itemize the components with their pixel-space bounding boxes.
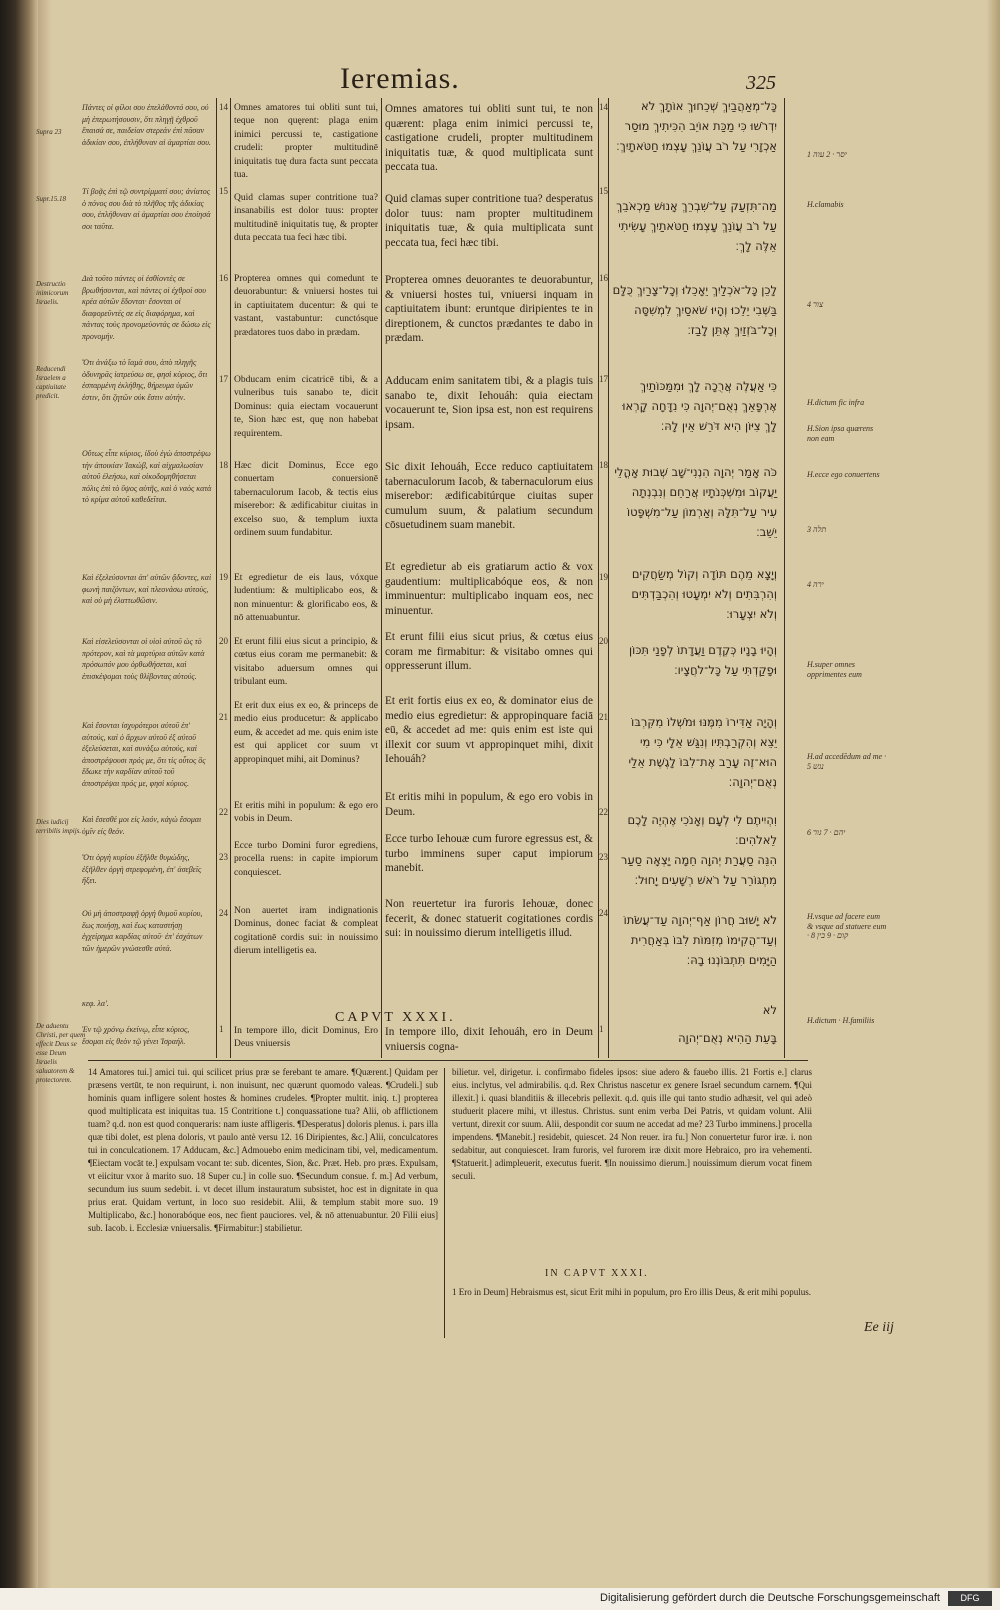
translation-verse: Et erunt filii eius sicut prius, & cœtus eius coram me firmabitur: & visitabo omnes qui oppresserunt illum. bbox=[385, 631, 593, 672]
verse-number: 19 bbox=[219, 572, 228, 582]
right-margin-note: H.ecce ego conuertens bbox=[807, 470, 880, 479]
left-margin-note: De aduentu Christi, per quem effecit Deus se esse Deum Israelis saluatorem & protectorem. bbox=[36, 1022, 86, 1084]
right-margin-note: 1 יסר · 2 עוה bbox=[807, 150, 847, 159]
translation-verse: Adducam enim sanitatem tibi, & a plagis tuis sanabo te, dixit Iehouáh: quia eiectam vocauerunt te, Sion ipsa est, non est requirens ipsam. bbox=[385, 375, 593, 431]
right-margin-note: H.dictum fic infra bbox=[807, 398, 865, 407]
greek-verse: Ὅτι ἀνάξω τὸ ἴαμά σου, ἀπὸ πληγῆς ὀδυνηρᾶς ἰατρεύσω σε, φησὶ κύριος, ὅτι ἐσπαρμένη ἐκλήθης, θήρευμα ὑμῶν ἐστιν, ὅτι ζητῶν οὐκ ἔστιν αὐτήν. bbox=[82, 358, 208, 402]
page-edge bbox=[986, 0, 1000, 1610]
column-rule bbox=[381, 98, 382, 1058]
verse-number: 23 bbox=[599, 852, 608, 862]
right-margin-note: 4 ירה bbox=[807, 580, 824, 589]
vulgate-verse: Hæc dicit Dominus, Ecce ego conuertam conuersionē tabernaculorum Iacob, & tectis eius miserebor: & ædificabitur ciuitas in excelso suo, & templum iuxta ordinem suum fundabitur. bbox=[234, 461, 378, 539]
notes-divider bbox=[444, 1068, 445, 1338]
section-rule bbox=[88, 1060, 808, 1061]
vulgate-verse: Et erunt filii eius sicut a principio, & cœtus eius coram me permanebit: & visitabo aduersum omnes qui tribulant eum. bbox=[234, 637, 378, 688]
greek-verse: Τί βοᾷς ἐπὶ τῷ συντρίμματί σου; ἀνίατος ὁ πόνος σου διὰ τὸ πλῆθος τῆς ἀδικίας σου, ἐπλήθυναν αἱ ἁμαρτίαι σου ἐποίησά σοι ταῦτα. bbox=[82, 187, 211, 231]
translation-verse: Ecce turbo Iehouæ cum furore egressus est, & turbo imminens super caput impiorum manebit. bbox=[385, 833, 593, 874]
left-margin-note: Dies iudicij terribilis impijs. bbox=[36, 818, 82, 835]
verse-number: 24 bbox=[219, 908, 228, 918]
verse-number: 14 bbox=[219, 102, 228, 112]
verse-number: 19 bbox=[599, 572, 608, 582]
vulgate-verse: Et erit dux eius ex eo, & princeps de medio eius producetur: & applicabo eum, & accedet ad me. quis enim iste est qui applicet cor suum vt appropinquet mihi, ait Dominus? bbox=[234, 701, 378, 765]
right-margin-note: H.clamabis bbox=[807, 200, 844, 209]
translation-verse: Propterea omnes deuorantes te deuorabuntur, & vniuersi hostes tui, vniuersi inquam in captiuitatem ibunt: eruntque diripientes te in direptionem, & cunctos prædantes te dabo in prædam. bbox=[385, 274, 593, 344]
hebrew-verse: כִּי אַעֲלֶה אֲרֻכָה לָךְ וּמִמַּכּוֹתַיִךְ אֶרְפָּאֵךְ נְאֻם־יְהוָה כִּי נִדָּחָה קָרְאוּ לָךְ צִיּוֹן הִיא דֹּרֵשׁ אֵין לָהּ׃ bbox=[622, 379, 777, 433]
verse-number: 22 bbox=[599, 807, 608, 817]
hebrew-verse: כֹּה אָמַר יְהוָה הִנְנִי־שָׁב שְׁבוּת אָהֳלֵי יַעֲקוֹב וּמִשְׁכְּנֹתָיו אֲרַחֵם וְנִבְנְתָה עִיר עַל־תִּלָּהּ וְאַרְמוֹן עַל־מִשְׁפָּטוֹ יֵשֵׁב׃ bbox=[614, 465, 777, 539]
right-margin-note: H.vsque ad facere eum & vsque ad statuere eum · 8 קום · 9 בין bbox=[807, 912, 887, 940]
greek-verse: Καὶ εἰσελεύσονται οἱ υἱοὶ αὐτοῦ ὡς τὸ πρότερον, καὶ τὰ μαρτύρια αὐτῶν κατὰ πρόσωπόν μου ὀρθωθήσεται, καὶ ἐπισκέψομαι τοὺς θλίβοντας αὐτούς. bbox=[82, 637, 205, 681]
translation-verse: Et egredietur ab eis gratiarum actio & vox gaudentium: multiplicabóque eos, & non imminuentur: multiplicabo inquam eos, nec minuentur. bbox=[385, 561, 593, 617]
greek-verse: κεφ. λα'. bbox=[82, 999, 109, 1008]
vulgate-verse: Quid clamas super contritione tua? insanabilis est dolor tuus: propter multitudinē iniquitatis tuę, & propter duta peccata tua feci hæc tibi. bbox=[234, 193, 378, 244]
verse-number: 20 bbox=[599, 636, 608, 646]
greek-verse: Καὶ ἔσονται ἰσχυρότεροι αὐτοῦ ἐπ' αὐτούς, καὶ ὁ ἄρχων αὐτοῦ ἐξ αὐτοῦ ἐξελεύσεται, καὶ συνάξω αὐτούς, καὶ ἀποστρέψουσι πρός με, ὅτι τίς οὗτος ὃς ἔδωκε τὴν καρδίαν αὐτοῦ τοῦ ἀποστρέψαι πρός με, φησὶ κύριος. bbox=[82, 721, 206, 788]
translation-verse: Sic dixit Iehouáh, Ecce reduco captiuitatem tabernaculorum Iacob, & tabernaculorum eius miserebor: ædificabitúrque ciuitas super cumulum suum, & palatium secundum cōsuetudinem suam manebit. bbox=[385, 461, 593, 531]
column-rule bbox=[608, 98, 609, 1058]
notes-chapter-heading: IN CAPVT XXXI. bbox=[545, 1268, 649, 1279]
page-gutter bbox=[38, 0, 52, 1610]
chapter-verse-1-vulgate: In tempore illo, dicit Dominus, Ero Deus vniuersis bbox=[234, 1026, 378, 1050]
hebrew-verse: בָּעֵת הַהִיא נְאֻם־יְהוָה bbox=[678, 1031, 777, 1045]
right-margin-note: 3 תלה bbox=[807, 525, 827, 534]
notes-chapter-text: 1 Ero in Deum] Hebraismus est, sicut Erit mihi in populum, pro Ero illis Deus, & erit mihi populus. bbox=[452, 1287, 811, 1297]
verse-number: 1 bbox=[599, 1024, 604, 1034]
hebrew-verse: לָכֵן כָּל־אֹכְלַיִךְ יֵאָכֵלוּ וְכָל־צָרַיִךְ כֻּלָּם בַּשְּׁבִי יֵלֵכוּ וְהָיוּ שֹׁאסַיִךְ לִמְשִׁסָּה וְכָל־בֹּזְזַיִךְ אֶתֵּן לָבַז׃ bbox=[612, 283, 777, 337]
translation-verse: Quid clamas super contritione tua? desperatus dolor tuus: nam propter multitudinem iniquitatis tuæ, & quia multiplicata sunt peccata tua, feci hæc tibi. bbox=[385, 193, 593, 249]
signature-mark: Ee iij bbox=[864, 1320, 894, 1335]
verse-number: 15 bbox=[219, 186, 228, 196]
right-margin-note: 4 צור bbox=[807, 300, 824, 309]
verse-number: 18 bbox=[599, 460, 608, 470]
right-margin-note: H.dictum · H.familiis bbox=[807, 1016, 875, 1025]
vulgate-verse: Non auertet iram indignationis Dominus, donec faciat & compleat cogitationē cordis sui: in nouissimo dierum intelligetis ea. bbox=[234, 906, 378, 957]
hebrew-verse: וִהְיִיתֶם לִי לְעָם וְאָנֹכִי אֶהְיֶה לָכֶם לֵאלֹהִים׃ bbox=[627, 813, 777, 847]
greek-verse: Οὕτως εἶπε κύριος, ἰδοὺ ἐγὼ ἀποστρέψω τὴν ἀποικίαν Ἰακώβ, καὶ αἰχμαλωσίαν αὐτοῦ ἐλεήσω, καὶ οἰκοδομηθήσεται πόλις ἐπὶ τὸ ὕψος αὐτῆς, καὶ ὁ ναὸς κατὰ τὸ κρίμα αὐτοῦ καθεδεῖται. bbox=[82, 449, 212, 504]
vulgate-verse: Omnes amatores tui obliti sunt tui, teque non quęrent: plaga enim inimici percussi te, castigatione crudeli: propter multitudinē iniquitatis tuę dura facta sunt peccata tua. bbox=[234, 103, 378, 181]
verse-number: 21 bbox=[599, 712, 608, 722]
page-number: 325 bbox=[746, 72, 776, 94]
verse-number: 22 bbox=[219, 807, 228, 817]
book-spine bbox=[0, 0, 38, 1610]
right-margin-note: H.super omnes opprimentes eum bbox=[807, 660, 862, 679]
footer-credit: Digitalisierung gefördert durch die Deutsche Forschungsgemeinschaft bbox=[600, 1592, 940, 1604]
running-title: Ieremias. bbox=[340, 62, 460, 95]
hebrew-verse: כָּל־מְאַהֲבַיִךְ שְׁכֵחוּךְ אוֹתָךְ לֹא יִדְרֹשׁוּ כִּי מַכַּת אוֹיֵב הִכִּיתִיךְ מוּסַר אַכְזָרִי עַל רֹב עֲוֹנֵךְ עָצְמוּ חַטֹּאתָיִךְ׃ bbox=[616, 99, 777, 153]
verse-number: 1 bbox=[219, 1024, 224, 1034]
left-margin-note: Reducendi Israelem a captiuitate predicit. bbox=[36, 365, 66, 400]
translation-verse: Et eritis mihi in populum, & ego ero vobis in Deum. bbox=[385, 791, 593, 818]
verse-number: 24 bbox=[599, 908, 608, 918]
verse-number: 23 bbox=[219, 852, 228, 862]
greek-verse: Ἐν τῷ χρόνῳ ἐκείνῳ, εἶπε κύριος, ἔσομαι εἰς θεὸν τῷ γένει Ἰσραήλ. bbox=[82, 1025, 190, 1046]
vulgate-verse: Ecce turbo Domini furor egrediens, procella ruens: in capite impiorum conquiescet. bbox=[234, 841, 378, 878]
digitization-footer bbox=[0, 1588, 1000, 1610]
verse-number: 18 bbox=[219, 460, 228, 470]
greek-verse: Διὰ τοῦτο πάντες οἱ ἐσθίοντές σε βρωθήσονται, καὶ πάντες οἱ ἐχθροί σου κρέα αὐτῶν ἔδονται· ἔσονται οἱ διαφορεῦντές σε εἰς διαφόρημα, καὶ πάντας τοὺς προνομεύοντάς σε δώσω εἰς προνομήν. bbox=[82, 274, 211, 341]
vulgate-verse: Et eritis mihi in populum: & ego ero vobis in Deum. bbox=[234, 801, 378, 825]
verse-number: 17 bbox=[219, 374, 228, 384]
right-margin-note: H.ad accedēdum ad me · 5 נגש bbox=[807, 752, 887, 771]
column-rule bbox=[230, 98, 231, 1058]
verse-number: 21 bbox=[219, 712, 228, 722]
column-rule bbox=[784, 98, 785, 1058]
right-margin-note: 6 יהם · 7 גור bbox=[807, 828, 846, 837]
greek-verse: Πάντες οἱ φίλοι σου ἐπελάθοντό σου, οὐ μὴ ἐπερωτήσουσιν, ὅτι πληγῇ ἐχθροῦ ἔπαισά σε, παιδείαν στερεάν ἐπὶ πᾶσαν ἀδικίαν σου, ἐπλήθυναν αἱ ἁμαρτίαι σου. bbox=[82, 103, 211, 147]
dfg-logo: DFG bbox=[948, 1591, 992, 1606]
vulgate-verse: Obducam enim cicatricē tibi, & a vulneribus tuis sanabo te, dicit Dominus: quia eiectam vocauerunt te, Sion hæc est, quę non habebat requirentem. bbox=[234, 375, 378, 439]
hebrew-verse: וְהָיָה אַדִּירוֹ מִמֶּנּוּ וּמֹשְׁלוֹ מִקִּרְבּוֹ יֵצֵא וְהִקְרַבְתִּיו וְנִגַּשׁ אֵלָי כִּי מִי הוּא־זֶה עָרַב אֶת־לִבּוֹ לָגֶשֶׁת אֵלַי נְאֻם־יְהוָה׃ bbox=[628, 715, 777, 789]
greek-verse: Καὶ ἔσεσθέ μοι εἰς λαόν, κἀγὼ ἔσομαι ὑμῖν εἰς θεόν. bbox=[82, 815, 202, 836]
chapter-heading: CAPVT XXXI. bbox=[335, 1010, 456, 1025]
hebrew-verse: הִנֵּה סַעֲרַת יְהוָה חֵמָה יָצְאָה סַעַר מִתְגּוֹרֵר עַל רֹאשׁ רְשָׁעִים יָחוּל׃ bbox=[620, 853, 777, 887]
verse-number: 20 bbox=[219, 636, 228, 646]
translation-verse: Non reuertetur ira furoris Iehouæ, donec fecerit, & donec statuerit cogitationes cordis sui: in nouissimo dierum intelligetis illud. bbox=[385, 898, 593, 939]
vulgate-verse: Et egredietur de eis laus, vóxque ludentium: & multiplicabo eos, & non minuentur: & glorificabo eos, & nō attenuabuntur. bbox=[234, 573, 378, 624]
hebrew-verse: לֹא יָשׁוּב חֲרוֹן אַף־יְהוָה עַד־עֲשֹׂתוֹ וְעַד־הֲקִימוֹ מְזִמּוֹת לִבּוֹ בְּאַחֲרִית הַיָּמִים תִּתְבּוֹנְנוּ בָהּ׃ bbox=[623, 913, 777, 967]
greek-verse: Οὐ μὴ ἀποστραφῇ ὀργὴ θυμοῦ κυρίου, ἕως ποιήσῃ, καὶ ἕως καταστήσῃ ἐγχείρημα καρδίας αὐτοῦ· ἐπ' ἐσχάτων τῶν ἡμερῶν γνώσεσθε αὐτά. bbox=[82, 909, 203, 953]
column-rule bbox=[216, 98, 217, 1058]
verse-number: 14 bbox=[599, 102, 608, 112]
hebrew-verse: וְהָיוּ בָנָיו כְּקֶדֶם וַעֲדָתוֹ לְפָנַי תִּכּוֹן וּפָקַדְתִּי עַל כָּל־לֹחֲצָיו׃ bbox=[629, 643, 777, 677]
hebrew-verse: וְיָצָא מֵהֶם תּוֹדָה וְקוֹל מְשַׂחֲקִים וְהִרְבִּתִים וְלֹא יִמְעָטוּ וְהִכְבַּדְתִּים וְלֹא יִצְעָרוּ׃ bbox=[631, 567, 777, 621]
left-margin-note: Destructio inimicorum Israelis. bbox=[36, 280, 69, 306]
greek-verse: Ὅτι ὀργὴ κυρίου ἐξῆλθε θυμώδης, ἐξῆλθεν ὀργὴ στρεφομένη, ἐπ' ἀσεβεῖς ἥξει. bbox=[82, 853, 202, 885]
commentary-notes-left: 14 Amatores tui.] amici tui. qui scilicet prius præ se ferebant te amare. ¶Quærent.] Quidam per præsens vertūt, te non requirunt, i. non inuisunt, nec quærunt quomodo valeas. ¶Crudeli.] sub hominis quam infligere solent hostes & homines crudeles. ¶Propter multit. iniq. t.] propterea quod multiplicata est iniquitas tua. 15 Contritione t.] conquassatione tua? Alii, ob afflictionem tuam? q.d. non est quod conqueraris: nam iuste affligeris. ¶Desperatus] doloris plenus. i. pars illa quæ tibi dolet, est plena doloris, vt paulo antè versu 12. 16 Diripientes, &c.] Alii, conculcatores tui in conculcationem. 17 Adducam, &c.] Admouebo enim medicinam tibi, vel, medicamentum. ¶Eiectam vocāt te.] expulsam vocant te: sub. dicentes, Sion, &c. Præt. Heb. pro præs. Expulsam, vt eiicitur vxor à marito suo. 18 Super cu.] in colle suo. ¶Secundum consue. f. m.] Ad verbum, secundum ius suum sedebit. i. vt decet illum instauratum subsistet, hoc est in dignitate in qua prius erat. Quidam vertunt, in loco suo residebit. Alii, & templum stabit more suo. 19 Multiplicabo, &c.] honorabóque eos, nec fient pauciores. vel, & nō attenuabuntur. 20 Filii eius] sub. Iacob. i. Ecclesiæ vniuersalis. ¶Firmabitur:] stabilietur. bbox=[88, 1067, 438, 1233]
verse-number: 17 bbox=[599, 374, 608, 384]
greek-verse: Καὶ ἐξελεύσονται ἀπ' αὐτῶν ᾄδοντες, καὶ φωνὴ παιζόντων, καὶ πλεονάσω αὐτούς, καὶ οὐ μὴ ἐλαττωθῶσιν. bbox=[82, 573, 212, 605]
translation-verse: Et erit fortis eius ex eo, & dominator eius de medio eius egredietur: & appropinquare faciā eū, & accedet ad me: quis enim est iste qui illexit cor suum vt appropinquet mihi, dixit Iehouáh? bbox=[385, 695, 593, 765]
left-margin-note: Supr.15.18 bbox=[36, 195, 66, 203]
commentary-notes-right: bilietur. vel, dirigetur. i. confirmabo fideles ipsos: siue adero & fauebo illis. 21 Fortis e.] clarus eius. inclytus, vel admirabilis. q.d. Rex Christus nascetur ex genere Israel secundum carnem. ¶Qui illexit.] i. quasi blanditiis & illecebris pellexit. q.d. quis ille qui tanto studio adhæsit, vel qui adeò studuerit placere mihi, vt illestus. Christus. sunt enim verba Dei Patris, vt quidam volunt. Alii vertunt, direxit cor suum. Alii, despondit cor suum ne accedat ad me? 23 Turbo imminens.] procella impendens. ¶Manebit.] residebit, quiescet. 24 Non reuer. ira fu.] Non conuertetur furor iræ. i. non sedabitur, aut conquiescet. Iram furoris, vel furorem iræ dixit more Hebraico, pro ira vehementi. ¶Statuerit.] adimpleuerit, executus fuerit. ¶In nouissimo dierum.] nouissimum dierum vocat finem seculi. bbox=[452, 1067, 812, 1181]
hebrew-verse: מַה־תִּזְעַק עַל־שִׁבְרֵךְ אָנוּשׁ מַכְאֹבֵךְ עַל רֹב עֲוֹנֵךְ עָצְמוּ חַטֹּאתַיִךְ עָשִׂיתִי אֵלֶּה לָךְ׃ bbox=[616, 199, 777, 253]
verse-number: 16 bbox=[219, 273, 228, 283]
vulgate-verse: Propterea omnes qui comedunt te deuorabuntur: & vniuersi hostes tui in captiuitatem ducentur: & qui te vastant, vastabuntur: cunctósque prædatores tuos dabo in prædam. bbox=[234, 274, 378, 338]
right-margin-note: H.Sion ipsa quærens non eam bbox=[807, 424, 874, 443]
translation-verse: Omnes amatores tui obliti sunt tui, te non quærent: plaga enim inimici percussi te, castigatione crudeli, propter multitudinem iniquitatis tuæ, & quod multiplicata sunt peccata tua. bbox=[385, 103, 593, 173]
verse-number: 15 bbox=[599, 186, 608, 196]
left-margin-note: Supra 23 bbox=[36, 128, 62, 136]
hebrew-verse: לא bbox=[762, 1003, 777, 1017]
verse-number: 16 bbox=[599, 273, 608, 283]
chapter-verse-1-translation: In tempore illo, dixit Iehouáh, ero in Deum vniuersis cogna- bbox=[385, 1026, 593, 1053]
